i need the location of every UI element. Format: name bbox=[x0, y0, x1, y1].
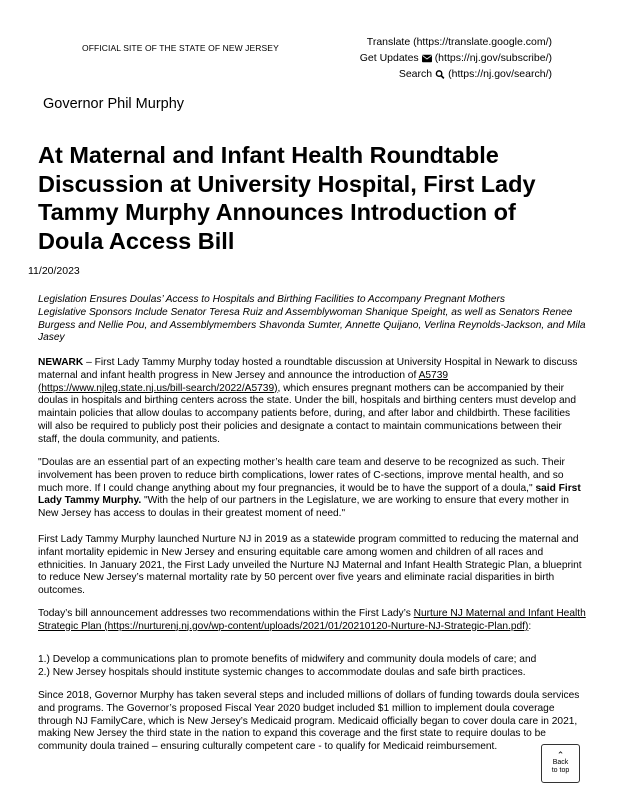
back-to-top-label: Back bbox=[552, 759, 569, 766]
article-date: 11/20/2023 bbox=[28, 265, 80, 277]
chevron-up-icon: ⌃ bbox=[556, 750, 565, 760]
search-label: Search bbox=[398, 68, 433, 80]
p3-text: First Lady Tammy Murphy launched Nurture NJ in 2019 as a statewide program committed to reducing the maternal and infant mortality epidemic in New Jersey and ensuring equitable care among women and children of all races and ethnicities. In January 2021, the First Lady unveiled the Nurture NJ Maternal and Infant Health Strategic Plan, a blueprint to reduce New Jersey’s maternal mortality rate by 50 percent over five years and eliminate racial disparities in birth outcomes. bbox=[38, 534, 582, 597]
p4-text-a: Today’s bill announcement addresses two recommendations within the First Lady’s bbox=[38, 608, 414, 619]
get-updates-url: (https://nj.gov/subscribe/) bbox=[434, 52, 552, 64]
dateline: NEWARK bbox=[38, 357, 84, 368]
get-updates-link[interactable] bbox=[360, 50, 552, 66]
list-item: 2.) New Jersey hospitals should institute systemic changes to accommodate doulas and safe birth practices. bbox=[38, 666, 526, 678]
quote-attribution: said First Lady Tammy Murphy. bbox=[38, 482, 581, 507]
back-to-top-label-2: to top bbox=[551, 767, 570, 774]
search-url: (https://nj.gov/search/) bbox=[448, 68, 552, 80]
official-site-label: OFFICIAL SITE OF THE STATE OF NEW JERSEY bbox=[82, 43, 279, 53]
subtitle-2: Legislative Sponsors Include Senator Teresa Ruiz and Assemblywoman Shanique Speight, as well as Senators Renee Burgess and Nellie Pou, and Assemblymembers Shavonda Sumter, Annette Quijano, Verlina Reynolds-Jackson, and Mila Jasey bbox=[38, 306, 586, 344]
paragraph-1 bbox=[38, 357, 586, 447]
quote-text-b: "With the help of our partners in the Legislature, we are working to ensure that every mother in New Jersey has access to doulas in their greatest moment of need." bbox=[38, 495, 569, 520]
quote-text-a: "Doulas are an essential part of an expecting mother’s health care team and deserve to be recognized as such. Their involvement has been proven to reduce birth complications, lower rates of C-sections, improve mental health, and so much more. If I could change anything about my four pregnancies, it would be to have the support of a doula," bbox=[38, 457, 565, 494]
p6-text: Since 2018, Governor Murphy has taken several steps and included millions of dollars of funding towards doula services and programs. The Governor’s proposed Fiscal Year 2020 budget included $1 million to implement doula coverage through NJ FamilyCare, which is New Jersey’s Medicaid program. Medicaid officially began to cover doula care in 2021, making New Jersey the third state in the nation to expand this coverage and the first state to require doulas to be community doula trained – ensuring culturally competent care - to qualify for Medicaid reimbursement. bbox=[38, 690, 580, 753]
get-updates-label: Get Updates bbox=[359, 52, 419, 64]
utility-links bbox=[360, 34, 552, 82]
translate-link[interactable]: Translate (https://translate.google.com/) bbox=[366, 36, 552, 48]
search-link[interactable] bbox=[360, 66, 552, 82]
p4-text-b: : bbox=[528, 620, 532, 632]
list-item: 1.) Develop a communications plan to promote benefits of midwifery and community doula models of care; and bbox=[38, 654, 537, 665]
envelope-icon bbox=[422, 54, 432, 63]
paragraph-4 bbox=[38, 608, 586, 634]
p1-text-b: , which ensures pregnant mothers can be accompanied by their doulas in hospitals and birthing centers across the state. Under the bill, hospitals and birthing centers must develop and maintain policies that allow doulas to accompany patients before, during, and after labor and childbirth. These facilities will also be required to publicly post their policies and designate a contact to maintain communications between their staff, the doula community, and patients. bbox=[38, 382, 576, 445]
governor-name[interactable]: Governor Phil Murphy bbox=[43, 96, 185, 112]
p1-text-a: – First Lady Tammy Murphy today hosted a roundtable discussion at University Hospital in Newark to discuss maternal and infant health progress in New Jersey and announce the introduction of bbox=[38, 357, 578, 381]
subtitle-1: Legislation Ensures Doulas’ Access to Hospitals and Birthing Facilities to Accompany Pregnant Mothers bbox=[38, 294, 505, 305]
bill-a5739-link[interactable]: A5739 (https://www.njleg.state.nj.us/bill-search/2022/A5739) bbox=[38, 369, 449, 394]
search-icon bbox=[435, 70, 445, 79]
article-title: At Maternal and Infant Health Roundtable Discussion at University Hospital, First Lady Tammy Murphy Announces Introduction of Doula Access Bill bbox=[38, 142, 536, 254]
article-subtitles bbox=[38, 294, 586, 345]
strategic-plan-link[interactable]: Nurture NJ Maternal and Infant Health Strategic Plan (https://nurturenj.nj.gov/wp-content/uploads/2021/01/20210120-Nurture-NJ-Strategic-Plan.pdf) bbox=[38, 608, 586, 632]
paragraph-3 bbox=[38, 534, 586, 598]
paragraph-6 bbox=[38, 690, 586, 754]
recommendations-list bbox=[38, 654, 586, 680]
paragraph-2 bbox=[38, 457, 586, 521]
back-to-top-button[interactable] bbox=[541, 744, 580, 783]
